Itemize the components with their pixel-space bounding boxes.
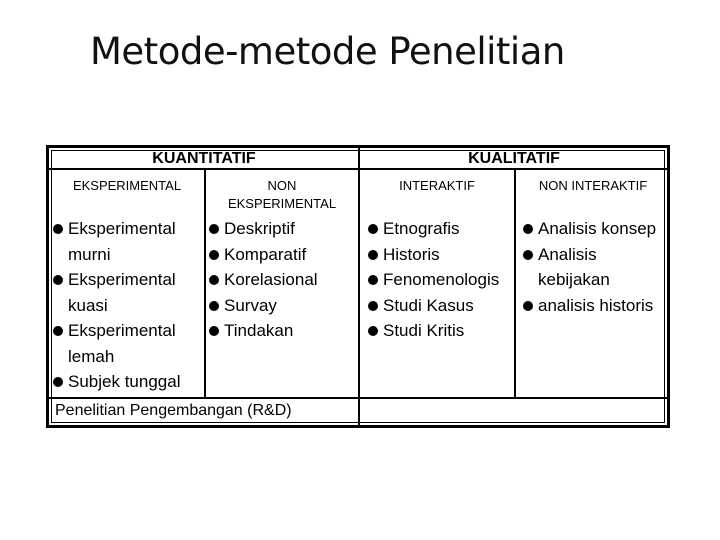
bullet-icon [368,326,378,336]
bullet-icon [209,250,219,260]
footer-divider [49,397,667,399]
bullet-icon [209,224,219,234]
eksperimental-divider [204,170,206,398]
eksperimental-label: EKSPERIMENTAL [72,178,182,193]
non-eksperimental-list [208,216,356,344]
interaktif-label: INTERAKTIF [399,178,475,193]
list-item: Studi Kritis [367,318,515,344]
rnd-footer: Penelitian Pengembangan (R&D) [55,402,292,419]
non-interaktif-label: NON INTERAKTIF [538,178,648,193]
bullet-icon [53,326,63,336]
bullet-icon [53,224,63,234]
bullet-icon [523,301,533,311]
bullet-icon [209,326,219,336]
list-item: Deskriptif [208,216,356,242]
bullet-icon [209,301,219,311]
list-item: Korelasional [208,267,356,293]
eksperimental-list [52,216,202,395]
kualitatif-header: KUALITATIF [468,150,560,167]
list-item: Survay [208,293,356,319]
interaktif-list [367,216,515,344]
bullet-icon [368,250,378,260]
bullet-icon [368,224,378,234]
non-interaktif-list [522,216,670,318]
bullet-icon [368,275,378,285]
bullet-icon [209,275,219,285]
list-item: Tindakan [208,318,356,344]
list-item: Komparatif [208,242,356,268]
list-item: Analisis kebijakan [522,242,670,293]
list-item: Etnografis [367,216,515,242]
list-item: analisis historis [522,293,670,319]
bullet-icon [53,275,63,285]
list-item: Historis [367,242,515,268]
list-item: Fenomenologis [367,267,515,293]
list-item: Studi Kasus [367,293,515,319]
non-eksperimental-label: NON EKSPERIMENTAL [227,178,337,211]
bullet-icon [368,301,378,311]
list-item: Analisis konsep [522,216,670,242]
list-item: Eksperimental murni [52,216,202,267]
kuantitatif-header: KUANTITATIF [152,150,256,167]
list-item: Eksperimental lemah [52,318,202,369]
bullet-icon [523,224,533,234]
bullet-icon [523,250,533,260]
page-title: Metode-metode Penelitian [90,30,565,73]
list-item: Eksperimental kuasi [52,267,202,318]
list-item: Subjek tunggal [52,369,202,395]
bullet-icon [53,377,63,387]
